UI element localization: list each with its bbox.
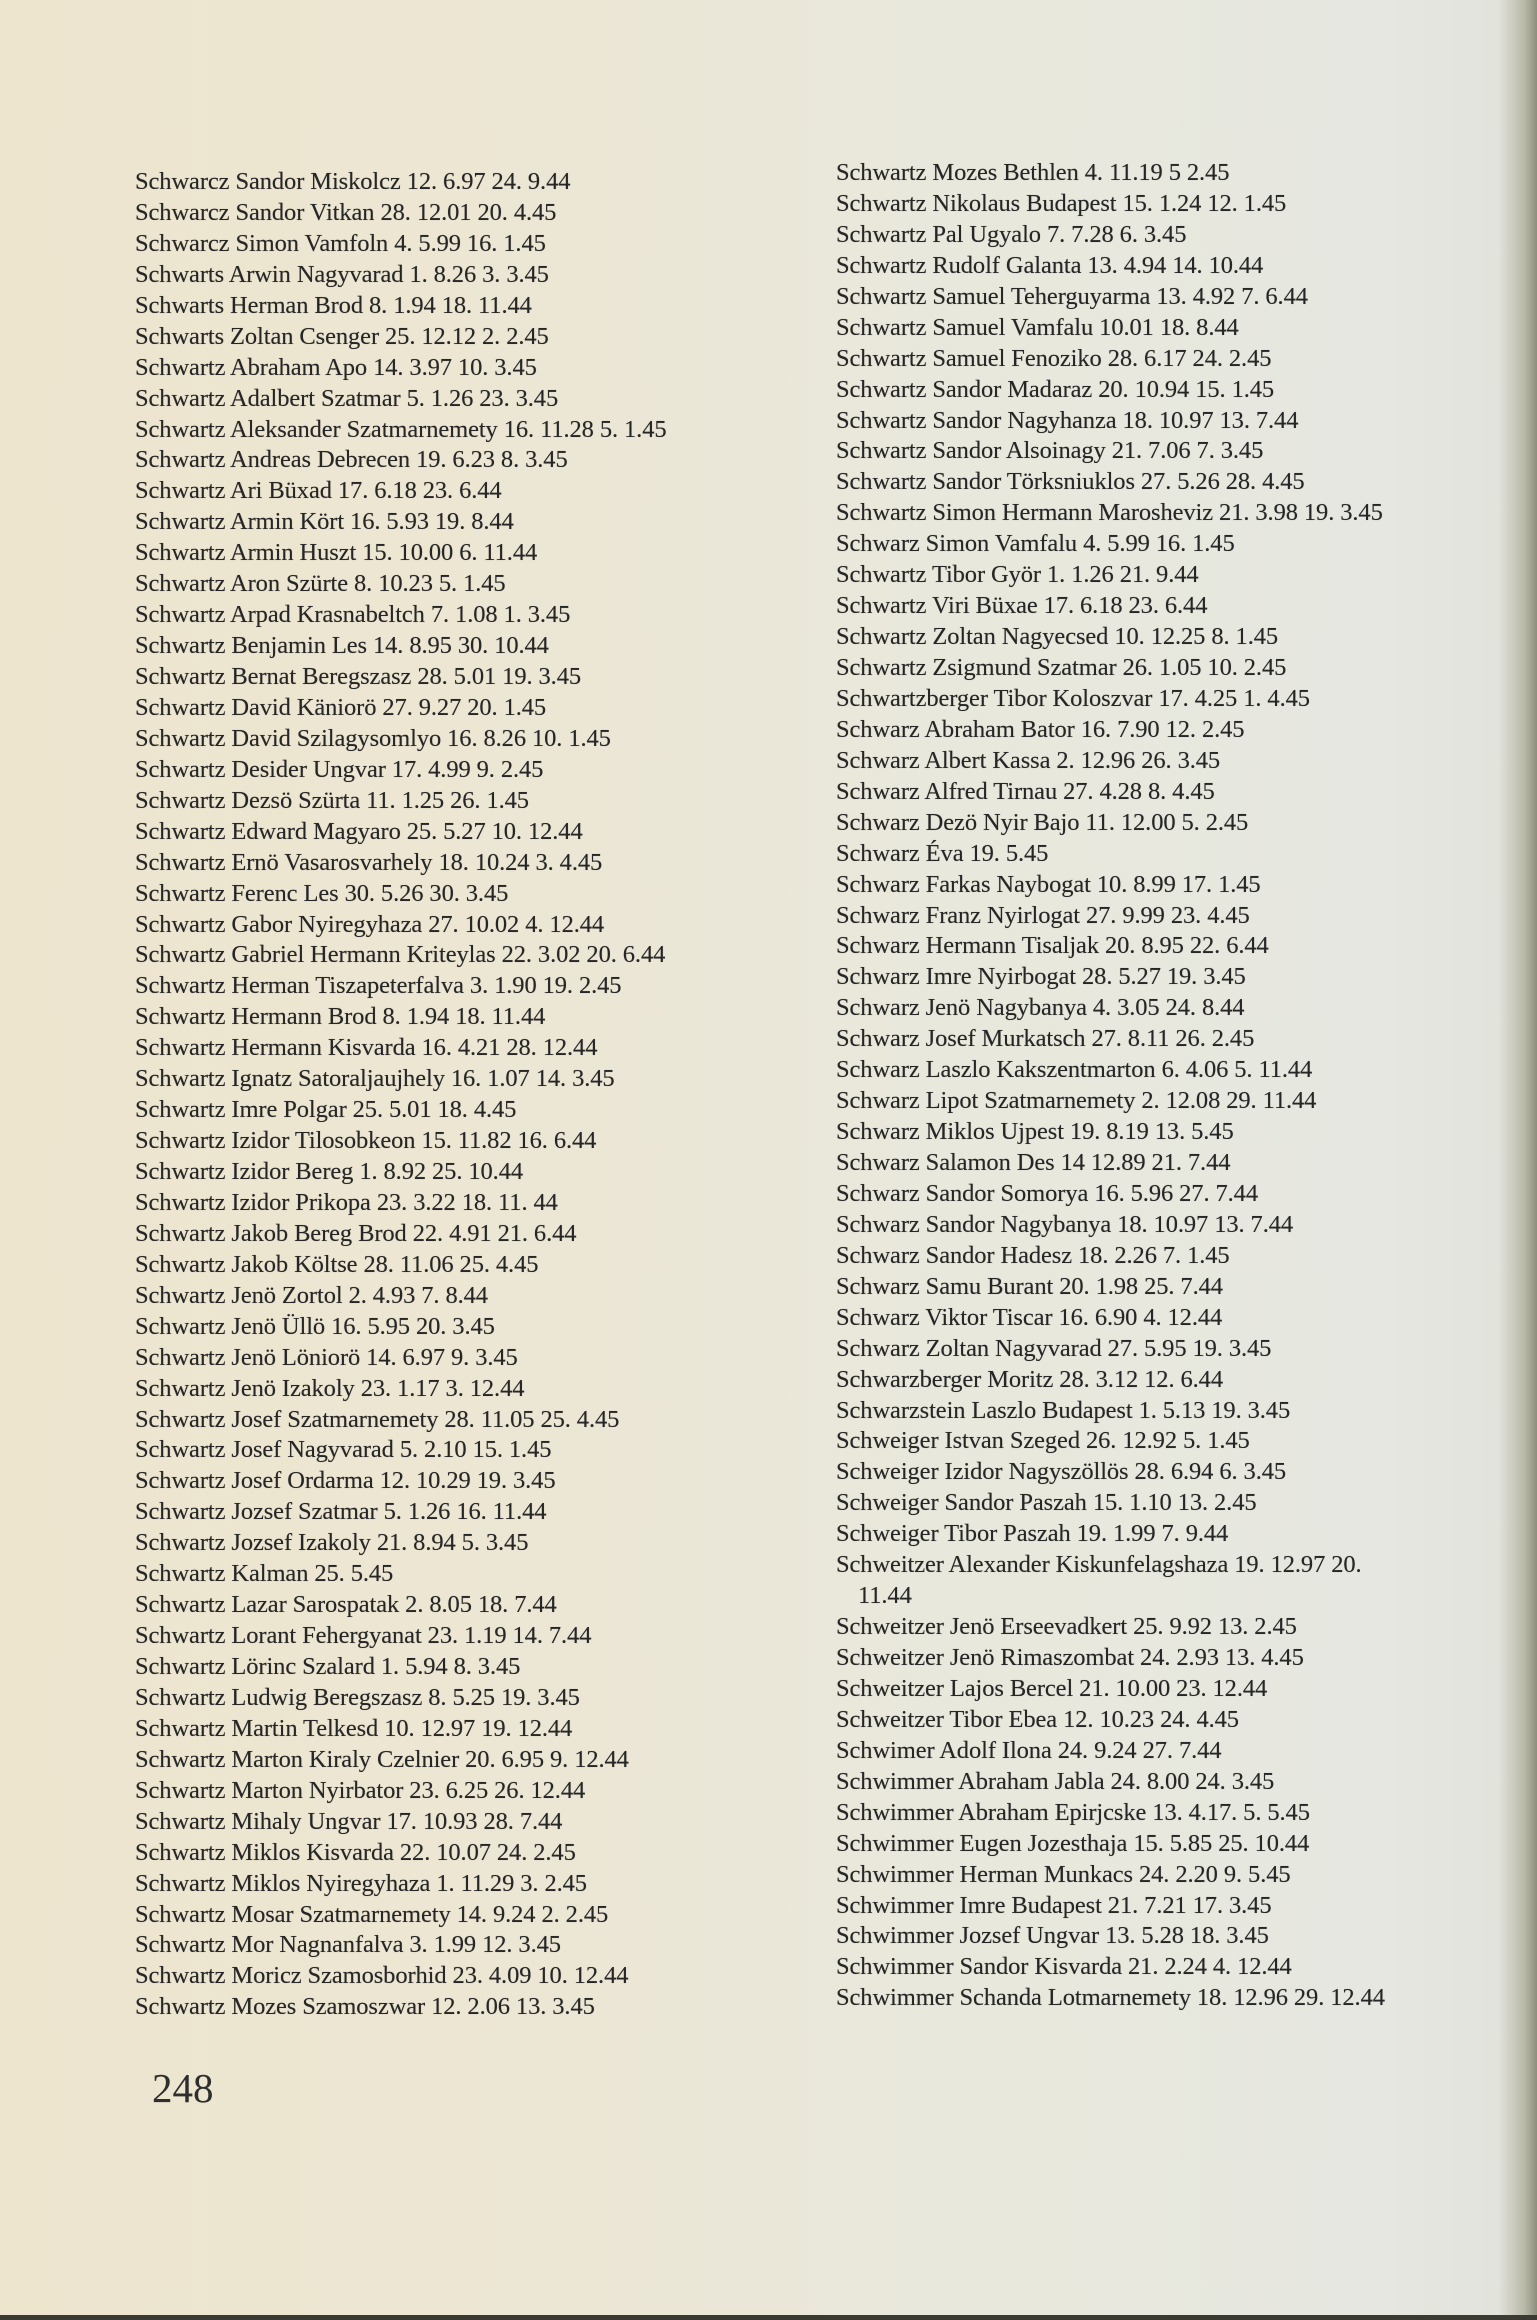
list-entry: Schwartz Marton Nyirbator 23. 6.25 26. 12.44 [135,1776,586,1804]
list-entry-text: Schwartz Sandor Törksniuklos 27. 5.26 28. 4.45 [836,468,1305,496]
list-entry [836,1705,1385,1736]
list-entry: Schwartz Bernat Beregszasz 28. 5.01 19. 3.45 [135,663,582,690]
list-entry-text: Schwarz Alfred Tirnau 27. 4.28 8. 4.45 [836,777,1215,805]
list-entry [836,1519,1385,1550]
list-entry [836,839,1385,870]
list-entry [836,1891,1385,1922]
list-entry-text: Schwarz Albert Kassa 2. 12.96 26. 3.45 [836,746,1221,774]
list-entry [836,1767,1385,1798]
list-entry: Schwarcz Sandor Miskolcz 12. 6.97 24. 9.44 [135,168,571,195]
list-entry [836,189,1385,220]
list-entry [836,1798,1385,1829]
list-entry-text: Schwarz Zoltan Nagyvarad 27. 5.95 19. 3.45 [836,1334,1272,1362]
list-entry: Schwartz Mor Nagnanfalva 3. 1.99 12. 3.45 [135,1931,561,1959]
list-entry [836,1303,1385,1334]
list-entry [836,467,1385,498]
list-entry [836,901,1385,932]
list-entry-text: Schwarz Josef Murkatsch 27. 8.11 26. 2.45 [836,1025,1255,1053]
list-entry-text: Schwimmer Herman Munkacs 24. 2.20 9. 5.45 [836,1860,1291,1888]
list-entry [836,1983,1385,2014]
list-entry [836,1488,1385,1519]
list-entry: Schwartz Edward Magyaro 25. 5.27 10. 12.44 [135,817,583,845]
list-entry: Schwartz Jakob Költse 28. 11.06 25. 4.45 [135,1250,539,1278]
list-entry-text: Schwarz Imre Nyirbogat 28. 5.27 19. 3.45 [836,963,1246,991]
list-entry-text: Schwartz Mozes Bethlen 4. 11.19 5 2.45 [836,159,1230,186]
list-entry: Schwartz Jenö Zortol 2. 4.93 7. 8.44 [135,1281,488,1309]
list-entry: Schwartz Miklos Kisvarda 22. 10.07 24. 2.45 [135,1838,576,1866]
list-entry-text: Schwarzstein Laszlo Budapest 1. 5.13 19. 3.45 [836,1396,1291,1424]
list-entry-text: Schweitzer Tibor Ebea 12. 10.23 24. 4.45 [836,1705,1239,1733]
list-entry: Schwartz Aleksander Szatmarnemety 16. 11.28 5. 1.45 [135,415,667,443]
list-entry-text: Schwarz Miklos Ujpest 19. 8.19 13. 5.45 [836,1118,1234,1146]
list-entry [836,684,1385,715]
list-entry [836,1736,1385,1767]
list-entry: Schwartz Moricz Szamosborhid 23. 4.09 10. 12.44 [135,1962,629,1990]
list-entry-text: Schwarz Laszlo Kakszentmarton 6. 4.06 5. 11.44 [836,1056,1313,1084]
list-entry: Schwarcz Simon Vamfoln 4. 5.99 16. 1.45 [135,229,546,257]
list-entry-text: Schwartz Tibor Györ 1. 1.26 21. 9.44 [836,561,1199,589]
list-entry-text: Schwarz Dezö Nyir Bajo 11. 12.00 5. 2.45 [836,808,1249,836]
left-column-name-list [135,167,667,2023]
list-entry-text: Schwartz Simon Hermann Marosheviz 21. 3.98 19. 3.45 [836,499,1383,527]
list-entry-text: Schwarz Éva 19. 5.45 [836,839,1049,867]
list-entry-text: Schwimmer Sandor Kisvarda 21. 2.24 4. 12.44 [836,1953,1292,1981]
list-entry [836,560,1385,591]
list-entry [836,1055,1385,1086]
list-entry-text: Schwartz Sandor Nagyhanza 18. 10.97 13. 7.44 [836,406,1299,434]
list-entry: Schwartz Martin Telkesd 10. 12.97 19. 12.44 [135,1714,573,1742]
list-entry: Schwarcz Sandor Vitkan 28. 12.01 20. 4.45 [135,198,557,226]
list-entry-text: Schwartzberger Tibor Koloszvar 17. 4.25 1. 4.45 [836,684,1310,712]
list-entry [836,870,1385,901]
list-entry [836,622,1385,653]
list-entry [836,251,1385,282]
list-entry: Schwartz Ferenc Les 30. 5.26 30. 3.45 [135,879,509,907]
list-entry-text: Schwarz Abraham Bator 16. 7.90 12. 2.45 [836,715,1245,743]
list-entry [836,1241,1385,1272]
list-entry [836,1550,1385,1612]
list-entry [836,344,1385,375]
list-entry-text: Schwartz Viri Büxae 17. 6.18 23. 6.44 [836,592,1208,620]
list-entry: Schwartz Benjamin Les 14. 8.95 30. 10.44 [135,632,549,660]
list-entry: Schwartz Josef Nagyvarad 5. 2.10 15. 1.45 [135,1436,552,1464]
list-entry [836,1829,1385,1860]
list-entry-text: Schwimmer Imre Budapest 21. 7.21 17. 3.45 [836,1891,1272,1919]
list-entry: Schwartz Kalman 25. 5.45 [135,1560,394,1588]
list-entry: Schwartz Mosar Szatmarnemety 14. 9.24 2. 2.45 [135,1900,609,1928]
list-entry: Schwartz Gabor Nyiregyhaza 27. 10.02 4. 12.44 [135,910,605,938]
list-entry-text: Schwarzberger Moritz 28. 3.12 12. 6.44 [836,1365,1223,1393]
list-entry: Schwartz Izidor Bereg 1. 8.92 25. 10.44 [135,1158,524,1185]
list-entry: Schwartz Lorant Fehergyanat 23. 1.19 14. 7.44 [135,1622,592,1650]
list-entry-text: Schweitzer Jenö Rimaszombat 24. 2.93 13. 4.45 [836,1644,1304,1672]
list-entry-text: Schwarz Sandor Nagybanya 18. 10.97 13. 7.44 [836,1210,1294,1238]
list-entry [836,931,1385,962]
list-entry-text: Schwarz Samu Burant 20. 1.98 25. 7.44 [836,1272,1223,1300]
list-entry [836,529,1385,560]
list-entry-text: Schwimer Adolf Ilona 24. 9.24 27. 7.44 [836,1736,1222,1764]
list-entry: Schwartz Marton Kiraly Czelnier 20. 6.95 9. 12.44 [135,1745,629,1773]
list-entry [836,282,1385,313]
list-entry: Schwartz Josef Ordarma 12. 10.29 19. 3.45 [135,1467,556,1495]
list-entry [836,1334,1385,1365]
list-entry [836,158,1385,189]
list-entry-text: Schwartz Zoltan Nagyecsed 10. 12.25 8. 1.45 [836,623,1279,651]
list-entry-continuation: 11.44 [858,1582,912,1610]
list-entry [836,1643,1385,1674]
list-entry: Schwartz Gabriel Hermann Kriteylas 22. 3.02 20. 6.44 [135,941,666,969]
list-entry-text: Schweiger Izidor Nagyszöllös 28. 6.94 6. 3.45 [836,1458,1287,1486]
list-entry: Schwarts Zoltan Csenger 25. 12.12 2. 2.45 [135,322,549,350]
page-edge-shadow [0,2315,1537,2320]
list-entry: Schwartz Hermann Brod 8. 1.94 18. 11.44 [135,1003,546,1031]
list-entry: Schwartz Andreas Debrecen 19. 6.23 8. 3.45 [135,446,568,474]
list-entry [836,1179,1385,1210]
list-entry [836,1457,1385,1488]
list-entry: Schwartz David Käniorö 27. 9.27 20. 1.45 [135,693,547,721]
list-entry-text: Schwarz Farkas Naybogat 10. 8.99 17. 1.45 [836,870,1261,898]
list-entry [836,436,1385,467]
list-entry: Schwarts Herman Brod 8. 1.94 18. 11.44 [135,291,532,319]
list-entry-text: Schweiger Sandor Paszah 15. 1.10 13. 2.45 [836,1489,1257,1517]
list-entry: Schwartz Jozsef Szatmar 5. 1.26 16. 11.44 [135,1498,547,1526]
list-entry-text: Schweiger Tibor Paszah 19. 1.99 7. 9.44 [836,1520,1229,1548]
list-entry-text: Schwartz Samuel Fenoziko 28. 6.17 24. 2.45 [836,344,1272,372]
list-entry: Schwartz Imre Polgar 25. 5.01 18. 4.45 [135,1096,517,1124]
list-entry: Schwartz Hermann Kisvarda 16. 4.21 28. 12.44 [135,1034,598,1062]
list-entry-text: Schwarz Simon Vamfalu 4. 5.99 16. 1.45 [836,530,1235,558]
list-entry [836,1860,1385,1891]
list-entry-text: Schwarz Viktor Tiscar 16. 6.90 4. 12.44 [836,1303,1223,1331]
list-entry-text: Schwartz Sandor Alsoinagy 21. 7.06 7. 3.45 [836,437,1264,465]
list-entry: Schwarts Arwin Nagyvarad 1. 8.26 3. 3.45 [135,260,549,288]
list-entry-text: Schwartz Pal Ugyalo 7. 7.28 6. 3.45 [836,220,1187,248]
list-entry-text: Schwarz Franz Nyirlogat 27. 9.99 23. 4.45 [836,901,1250,929]
list-entry: Schwartz Abraham Apo 14. 3.97 10. 3.45 [135,353,537,381]
list-entry [836,1612,1385,1643]
list-entry [836,1024,1385,1055]
list-entry-text: Schweitzer Jenö Erseevadkert 25. 9.92 13. 2.45 [836,1613,1297,1641]
list-entry [836,746,1385,777]
right-column-name-list [836,158,1385,2014]
list-entry: Schwartz Jakob Bereg Brod 22. 4.91 21. 6.44 [135,1219,577,1247]
list-entry-text: Schwarz Hermann Tisaljak 20. 8.95 22. 6.44 [836,932,1269,960]
list-entry: Schwartz Armin Huszt 15. 10.00 6. 11.44 [135,539,538,567]
list-entry: Schwartz Ernö Vasarosvarhely 18. 10.24 3. 4.45 [135,848,603,876]
list-entry-text: Schwimmer Abraham Jabla 24. 8.00 24. 3.45 [836,1767,1275,1795]
list-entry [836,1086,1385,1117]
list-entry: Schwartz Armin Kört 16. 5.93 19. 8.44 [135,508,514,536]
list-entry [836,1396,1385,1427]
list-entry: Schwartz Josef Szatmarnemety 28. 11.05 25. 4.45 [135,1405,620,1433]
list-entry [836,715,1385,746]
list-entry: Schwartz Dezsö Szürta 11. 1.25 26. 1.45 [135,786,529,814]
list-entry [836,962,1385,993]
list-entry: Schwartz Mozes Szamoszwar 12. 2.06 13. 3.45 [135,1993,595,2021]
list-entry [836,993,1385,1024]
list-entry-text: Schwarz Sandor Somorya 16. 5.96 27. 7.44 [836,1179,1258,1207]
list-entry [836,220,1385,251]
list-entry: Schwartz Jenö Üllö 16. 5.95 20. 3.45 [135,1312,495,1340]
list-entry-text: Schwartz Zsigmund Szatmar 26. 1.05 10. 2.45 [836,654,1287,681]
list-entry [836,1426,1385,1457]
list-entry-text: Schwarz Salamon Des 14 12.89 21. 7.44 [836,1149,1231,1176]
list-entry [836,406,1385,437]
list-entry-text: Schweitzer Lajos Bercel 21. 10.00 23. 12.44 [836,1674,1268,1702]
list-entry-text: Schwartz Nikolaus Budapest 15. 1.24 12. 1.45 [836,189,1287,217]
list-entry: Schwartz David Szilagysomlyo 16. 8.26 10. 1.45 [135,724,611,752]
list-entry: Schwartz Desider Ungvar 17. 4.99 9. 2.45 [135,755,544,783]
list-entry-text: Schwimmer Schanda Lotmarnemety 18. 12.96 29. 12.44 [836,1984,1385,2012]
list-entry-text: Schwimmer Jozsef Ungvar 13. 5.28 18. 3.45 [836,1922,1269,1950]
list-entry: Schwartz Mihaly Ungvar 17. 10.93 28. 7.44 [135,1807,563,1835]
list-entry-text: Schweiger Istvan Szeged 26. 12.92 5. 1.45 [836,1427,1250,1455]
list-entry [836,1921,1385,1952]
list-entry: Schwartz Arpad Krasnabeltch 7. 1.08 1. 3.45 [135,601,571,629]
list-entry-text: Schwarz Jenö Nagybanya 4. 3.05 24. 8.44 [836,994,1245,1022]
list-entry-text: Schwartz Rudolf Galanta 13. 4.94 14. 10.44 [836,251,1264,279]
list-entry: Schwartz Izidor Prikopa 23. 3.22 18. 11. 44 [135,1188,558,1216]
list-entry [836,653,1385,684]
list-entry: Schwartz Jenö Löniorö 14. 6.97 9. 3.45 [135,1343,518,1371]
list-entry [836,1674,1385,1705]
list-entry: Schwartz Ludwig Beregszasz 8. 5.25 19. 3.45 [135,1683,580,1711]
list-entry: Schwartz Herman Tiszapeterfalva 3. 1.90 19. 2.45 [135,972,622,1000]
list-entry: Schwartz Adalbert Szatmar 5. 1.26 23. 3.45 [135,384,559,412]
list-entry: Schwartz Miklos Nyiregyhaza 1. 11.29 3. 2.45 [135,1869,587,1897]
list-entry: Schwartz Ari Büxad 17. 6.18 23. 6.44 [135,477,502,505]
list-entry [836,1952,1385,1983]
list-entry [836,1272,1385,1303]
list-entry-text: Schwartz Samuel Vamfalu 10.01 18. 8.44 [836,313,1239,341]
list-entry-text: Schwartz Samuel Teherguyarma 13. 4.92 7. 6.44 [836,282,1308,310]
list-entry [836,777,1385,808]
list-entry-text: Schwimmer Abraham Epirjcske 13. 4.17. 5. 5.45 [836,1798,1310,1826]
list-entry: Schwartz Ignatz Satoraljaujhely 16. 1.07 14. 3.45 [135,1065,615,1093]
list-entry [836,375,1385,406]
list-entry: Schwartz Lazar Sarospatak 2. 8.05 18. 7.44 [135,1591,557,1619]
page-number: 248 [152,2065,214,2111]
list-entry [836,1365,1385,1396]
list-entry: Schwartz Jenö Izakoly 23. 1.17 3. 12.44 [135,1374,525,1402]
list-entry-text: Schweitzer Alexander Kiskunfelagshaza 19. 12.97 20. [836,1551,1362,1579]
list-entry [836,1117,1385,1148]
list-entry: Schwartz Izidor Tilosobkeon 15. 11.82 16. 6.44 [135,1127,597,1155]
list-entry-text: Schwarz Sandor Hadesz 18. 2.26 7. 1.45 [836,1241,1230,1269]
list-entry [836,591,1385,622]
list-entry-text: Schwarz Lipot Szatmarnemety 2. 12.08 29. 11.44 [836,1087,1317,1115]
list-entry [836,1148,1385,1179]
list-entry: Schwartz Jozsef Izakoly 21. 8.94 5. 3.45 [135,1529,529,1557]
list-entry [836,313,1385,344]
list-entry: Schwartz Aron Szürte 8. 10.23 5. 1.45 [135,570,506,598]
list-entry-text: Schwartz Sandor Madaraz 20. 10.94 15. 1.45 [836,375,1275,403]
list-entry [836,1210,1385,1241]
list-entry: Schwartz Lörinc Szalard 1. 5.94 8. 3.45 [135,1653,521,1680]
list-entry [836,498,1385,529]
list-entry [836,808,1385,839]
list-entry-text: Schwimmer Eugen Jozesthaja 15. 5.85 25. 10.44 [836,1829,1310,1857]
